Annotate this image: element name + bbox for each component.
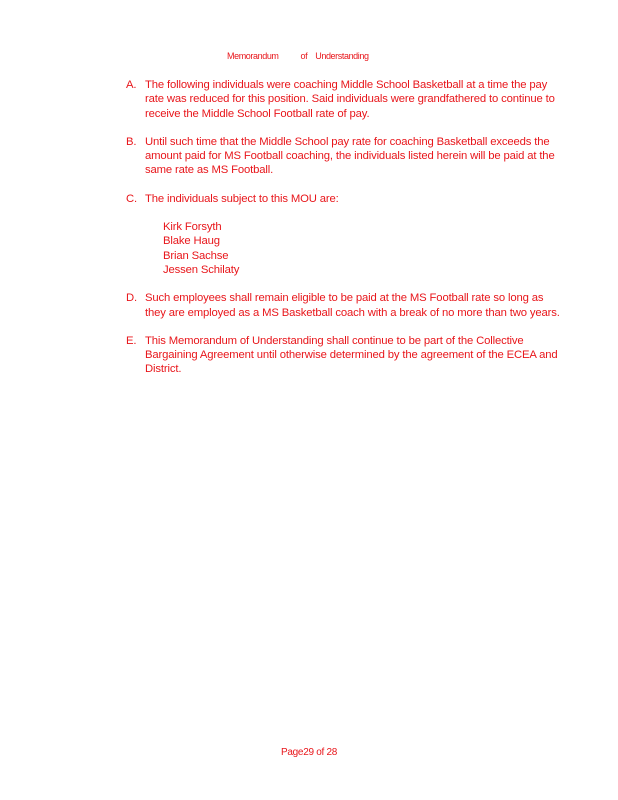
term-text: Until such time that the Middle School pay rate for coaching Basketball exceeds the amount paid for MS Football coaching, the individuals listed herein will be paid at the same rate as MS Football. [145, 135, 555, 177]
individual-name: Blake Haug [163, 235, 220, 248]
title-word-memorandum: Memorandum [227, 51, 279, 61]
term-marker: D. [126, 292, 137, 305]
term-text: This Memorandum of Understanding shall continue to be part of the Collective Bargaining Agreement until otherwise determined by the agreement of the ECEA and District. [145, 334, 558, 376]
title-word-of: of [300, 51, 308, 61]
of-label: of [316, 747, 324, 758]
individual-name: Brian Sachse [163, 249, 229, 262]
term-item-d [126, 291, 566, 320]
page-footer [0, 747, 618, 758]
title-word-understanding: Understanding [315, 51, 369, 61]
page-label: Page [281, 747, 304, 758]
term-marker: E. [126, 334, 137, 347]
individual-name: Jessen Schilaty [163, 263, 240, 276]
page-total: 28 [326, 747, 337, 758]
term-marker: C. [126, 192, 137, 205]
document-title [227, 51, 369, 61]
term-item-e [126, 334, 566, 377]
term-item-c [126, 192, 566, 277]
individuals-list [163, 220, 566, 277]
term-item-a [126, 78, 566, 121]
page-number: 29 [303, 747, 314, 758]
terms-list [126, 78, 566, 391]
individual-name: Kirk Forsyth [163, 221, 222, 234]
term-text: Such employees shall remain eligible to be paid at the MS Football rate so long as they are employed as a MS Basketball coach with a break of no more than two years. [145, 292, 560, 319]
term-marker: A. [126, 79, 137, 91]
term-text: The individuals subject to this MOU are: [145, 192, 339, 205]
term-item-b [126, 135, 566, 178]
term-text: The following individuals were coaching Middle School Basketball at a time the pay rate was reduced for this position. Said individuals were grandfathered to continue to receive the Middle School Football rate of pay. [145, 79, 555, 120]
term-marker: B. [126, 135, 137, 148]
